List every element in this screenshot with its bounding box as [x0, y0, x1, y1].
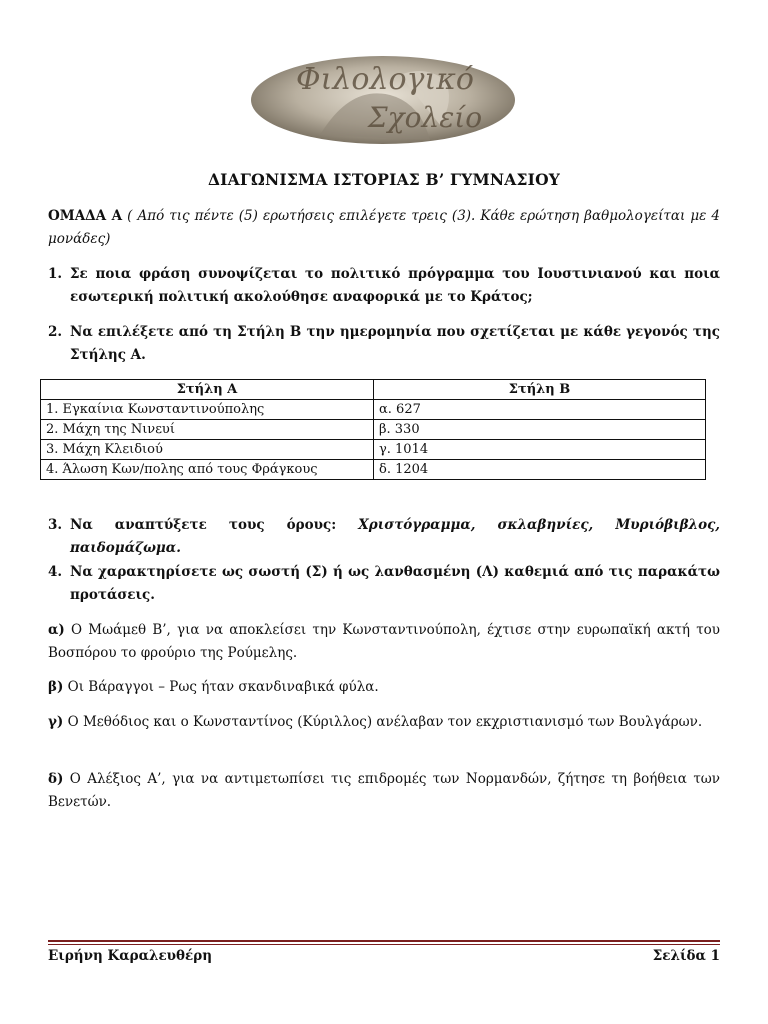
column-a-header: Στήλη Α	[41, 380, 374, 400]
statement-text: Ο Μεθόδιος και ο Κωνσταντίνος (Κύριλλος) ανέλαβαν τον εκχριστιανισμό των Βουλγάρων.	[63, 714, 703, 730]
statement-label: β)	[48, 679, 64, 695]
logo-text-line1: Φιλολογικό	[296, 62, 474, 97]
statement-a	[48, 619, 720, 665]
logo-text-line2: Σχολείο	[367, 101, 483, 134]
question-text	[48, 514, 720, 560]
table-row	[41, 440, 706, 460]
statement-label: α)	[48, 622, 65, 638]
question-text: Σε ποια φράση συνοψίζεται το πολιτικό πρόγραμμα του Ιουστινιανού και ποια εσωτερική πολιτική ακολούθησε αναφορικά με το Κράτος;	[70, 266, 720, 305]
table-cell: 4. Άλωση Κων/πολης από τους Φράγκους	[41, 460, 374, 480]
footer-divider	[48, 940, 720, 942]
table-row	[41, 400, 706, 420]
question-number: 1.	[48, 266, 63, 282]
statement-b	[48, 676, 720, 699]
question-text-terms: Χριστόγραμμα, σκλαβηνίες, Μυριόβιβλος, παιδομάζωμα.	[70, 517, 720, 556]
table-cell: α. 627	[374, 400, 706, 420]
table-cell: 1. Εγκαίνια Κωνσταντινούπολης	[41, 400, 374, 420]
question-1	[48, 263, 720, 309]
question-text-bold: Να αναπτύξετε τους όρους:	[70, 517, 359, 533]
question-3	[48, 514, 720, 560]
footer-author: Ειρήνη Καραλευθέρη	[48, 948, 213, 964]
table-cell: 3. Μάχη Κλειδιού	[41, 440, 374, 460]
table-row	[41, 460, 706, 480]
footer-divider-thin	[48, 944, 720, 945]
question-4	[48, 561, 720, 607]
group-header	[48, 205, 720, 251]
question-text: Να επιλέξετε από τη Στήλη Β την ημερομηνία που σχετίζεται με κάθε γεγονός της Στήλης Α.	[70, 324, 720, 363]
table-row	[41, 420, 706, 440]
statement-d	[48, 768, 720, 814]
question-2	[48, 321, 720, 367]
question-number: 2.	[48, 324, 63, 340]
statement-c	[48, 711, 720, 734]
table-cell: γ. 1014	[374, 440, 706, 460]
table-cell: β. 330	[374, 420, 706, 440]
footer-page-number: Σελίδα 1	[652, 948, 720, 964]
statement-label: γ)	[48, 714, 64, 730]
logo	[250, 55, 516, 145]
group-note: ( Από τις πέντε (5) ερωτήσεις επιλέγετε τρεις (3). Κάθε ερώτηση βαθμολογείται με 4 μονάδες)	[48, 208, 720, 247]
statement-label: δ)	[48, 771, 64, 787]
question-number: 3.	[48, 517, 63, 533]
columns-table	[40, 379, 706, 480]
statement-text: Οι Βάραγγοι – Ρως ήταν σκανδιναβικά φύλα.	[63, 679, 379, 695]
column-b-header: Στήλη Β	[374, 380, 706, 400]
table-cell: 2. Μάχη της Νινευί	[41, 420, 374, 440]
group-label: ΟΜΑΔΑ Α	[48, 208, 123, 224]
table-header-row	[41, 380, 706, 400]
question-text: Να χαρακτηρίσετε ως σωστή (Σ) ή ως λανθασμένη (Λ) καθεμιά από τις παρακάτω προτάσεις.	[70, 564, 720, 603]
statement-text: Ο Αλέξιος Α’, για να αντιμετωπίσει τις επιδρομές των Νορμανδών, ζήτησε τη βοήθεια των Βενετών.	[48, 771, 720, 810]
statement-text: Ο Μωάμεθ Β’, για να αποκλείσει την Κωνσταντινούπολη, έχτισε στην ευρωπαϊκή ακτή του Βοσπόρου το φρούριο της Ρούμελης.	[48, 622, 720, 661]
question-number: 4.	[48, 564, 63, 580]
page-title: ΔΙΑΓΩΝΙΣΜΑ ΙΣΤΟΡΙΑΣ Β’ ΓΥΜΝΑΣΙΟΥ	[207, 170, 561, 189]
logo-image	[250, 55, 516, 145]
table-cell: δ. 1204	[374, 460, 706, 480]
